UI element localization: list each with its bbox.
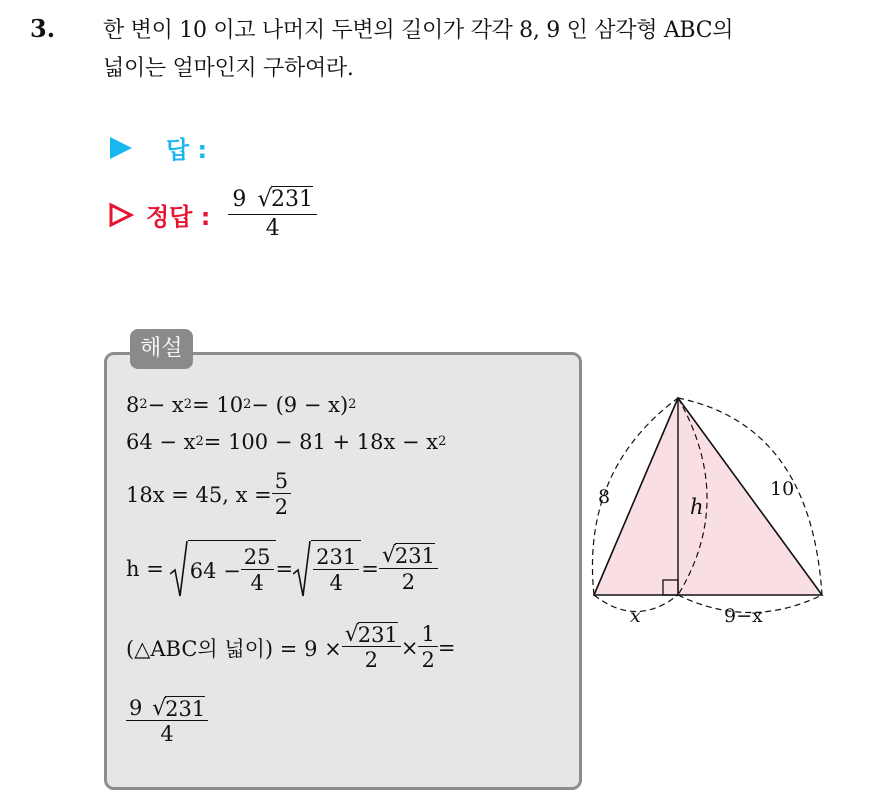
answer-radicand: 231 <box>271 187 314 212</box>
l4-frac-3: √ 231 2 <box>379 543 438 594</box>
label-right-side: 10 <box>770 478 795 500</box>
correct-answer-label: 정답 : <box>146 203 211 231</box>
l5-a: (△ABC의 넓이) = 9 × <box>126 636 342 661</box>
l6-rad: 231 <box>165 697 206 721</box>
l1-d: − (9 − x) <box>251 393 349 417</box>
l4-f3-num: 231 <box>394 544 435 569</box>
l5-f2-num: 1 <box>418 622 437 647</box>
l4-f1-num: 25 <box>241 545 274 570</box>
label-left-side: 8 <box>598 486 611 508</box>
l1-a: 8 <box>126 393 140 417</box>
l1-c: = 10 <box>192 393 244 417</box>
l5-eq: = <box>437 635 456 660</box>
solution-line-4 <box>126 540 438 598</box>
l2-b: = 100 − 81 + 18x − x <box>203 430 439 454</box>
problem-text-line-2: 넓이는 얼마인지 구하여라. <box>103 56 354 81</box>
answer-row <box>108 130 207 165</box>
l4-f3-den: 2 <box>401 569 416 594</box>
solution-line-5 <box>126 622 455 673</box>
l3-fraction <box>272 469 291 520</box>
l4-sqrt-1 <box>170 540 276 598</box>
l3-num: 5 <box>272 469 291 494</box>
problem-statement <box>103 12 873 88</box>
answer-coeff: 9 <box>232 187 247 212</box>
l3-den: 2 <box>274 495 289 519</box>
problem-number: 3. <box>30 14 56 43</box>
correct-answer-value: 9 √ 231 4 <box>228 186 317 243</box>
solution-tag: 해설 <box>130 329 193 369</box>
l4-f1-den: 4 <box>250 571 264 595</box>
l6-den: 4 <box>160 722 174 747</box>
filled-triangle-icon <box>108 135 134 161</box>
triangle-diagram <box>586 390 836 635</box>
l4-eq2: = <box>361 557 379 581</box>
solution-line-3 <box>126 469 291 520</box>
radical-sign <box>170 540 188 598</box>
l5-frac-1: √ 231 2 <box>342 622 401 673</box>
l4-eq1: = <box>275 557 294 581</box>
answer-denominator: 4 <box>265 216 280 241</box>
l5-f2-den: 2 <box>421 648 435 673</box>
l1-b: − x <box>147 393 184 417</box>
label-base-right: 9−x <box>724 605 763 627</box>
solution-line-1: 8 2 − x 2 = 10 2 − (9 − x) 2 <box>126 393 357 417</box>
l4-sqrt-2 <box>293 540 361 598</box>
l5-f1-den: 2 <box>364 648 378 673</box>
l2-a: 64 − x <box>126 430 196 454</box>
correct-answer-row <box>108 186 317 243</box>
l4-a: h = <box>126 557 164 581</box>
solution-line-2: 64 − x 2 = 100 − 81 + 18x − x 2 <box>126 430 447 454</box>
l6-fraction: 9 √ 231 4 <box>126 696 208 747</box>
l4-frac-2 <box>313 545 359 596</box>
l4-inner-a: 64 − <box>189 558 241 583</box>
outline-triangle-icon <box>108 202 134 228</box>
problem-text-line-1: 한 변이 10 이고 나머지 두변의 길이가 각각 8, 9 인 삼각형 ABC의 <box>103 18 734 43</box>
l5-f1-num: 231 <box>357 623 398 647</box>
l4-f2-num: 231 <box>313 545 359 570</box>
l3-a: 18x = 45, x = <box>126 482 272 507</box>
l5-times: × <box>400 635 419 660</box>
label-height: h <box>690 495 704 519</box>
answer-label: 답 : <box>166 136 208 164</box>
radical-sign <box>293 540 311 598</box>
l6-coeff: 9 <box>129 696 143 720</box>
l4-f2-den: 4 <box>329 571 343 595</box>
label-base-left: x <box>630 605 641 627</box>
solution-line-6 <box>126 696 208 747</box>
l5-frac-2 <box>418 622 437 673</box>
l4-frac-1 <box>241 545 274 596</box>
